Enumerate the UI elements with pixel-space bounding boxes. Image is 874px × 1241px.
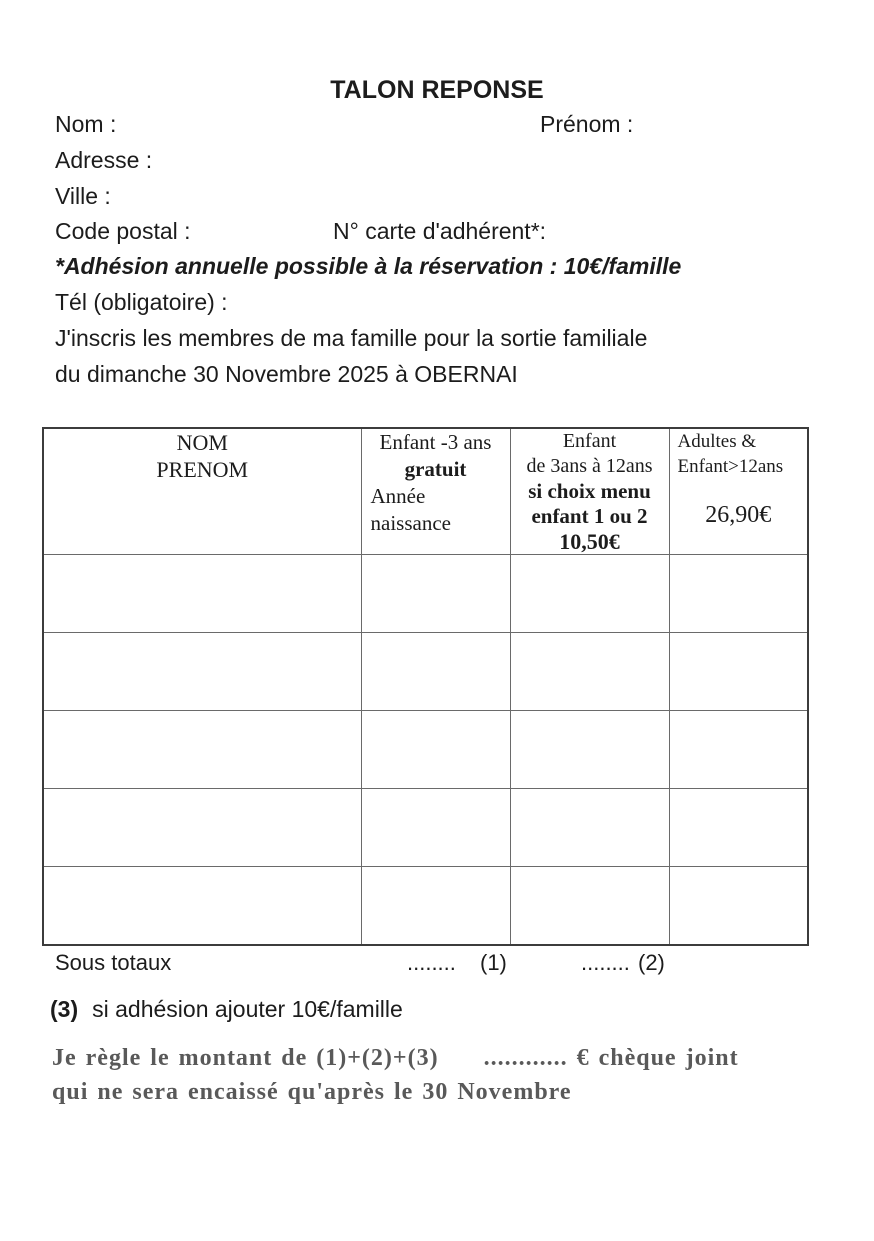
header-text: Enfant>12ans <box>677 456 784 477</box>
table-cell <box>510 555 669 633</box>
header-enfant-moins-3ans <box>361 428 510 555</box>
inscription-intro-line2: du dimanche 30 Novembre 2025 à OBERNAI <box>55 361 518 387</box>
table-cell <box>43 711 361 789</box>
adhesion-sum-ref: (3) <box>50 996 79 1022</box>
page-title: TALON REPONSE <box>330 76 544 104</box>
inscription-intro-line1: J'inscris les membres de ma famille pour la sortie familiale <box>55 325 648 351</box>
table-cell <box>43 633 361 711</box>
table-cell <box>361 711 510 789</box>
table-header-row <box>43 428 808 555</box>
adhesion-note: *Adhésion annuelle possible à la réservation : 10€/famille <box>55 253 682 279</box>
adhesion-sum-line <box>50 996 403 1023</box>
header-text: Année <box>370 484 426 508</box>
header-text: si choix menu <box>528 479 651 503</box>
header-text: PRENOM <box>156 457 249 482</box>
payment-line-2: qui ne sera encaissé qu'après le 30 Novembre <box>52 1079 572 1105</box>
table-cell <box>510 711 669 789</box>
sous-totaux-ref-1: (1) <box>480 950 507 975</box>
adresse-label: Adresse : <box>55 147 153 173</box>
table-cell <box>669 789 808 867</box>
payment-line-1: Je règle le montant de (1)+(2)+(3) ............ € chèque joint <box>52 1045 739 1071</box>
table-cell <box>361 633 510 711</box>
nom-label: Nom : <box>55 111 117 137</box>
sous-totaux-dots-1: ........ <box>407 950 456 975</box>
header-nom-prenom <box>43 428 361 555</box>
sous-totaux-dots-2: ........ <box>581 950 630 975</box>
table-cell <box>361 789 510 867</box>
header-text: naissance <box>370 511 451 535</box>
prenom-label: Prénom : <box>540 111 634 137</box>
table-cell <box>510 789 669 867</box>
code-postal-label: Code postal : <box>55 218 191 244</box>
header-text: enfant 1 ou 2 <box>531 504 648 528</box>
header-enfant-3-12ans <box>510 428 669 555</box>
table-body <box>43 555 808 946</box>
table-cell <box>669 711 808 789</box>
table-cell <box>510 633 669 711</box>
table-cell <box>43 867 361 946</box>
table-cell <box>669 633 808 711</box>
tel-label: Tél (obligatoire) : <box>55 289 228 315</box>
sous-totaux-label: Sous totaux <box>55 950 172 975</box>
header-adultes <box>669 428 808 555</box>
header-text: Enfant -3 ans <box>379 430 492 454</box>
header-text: NOM <box>176 430 228 455</box>
table-cell <box>43 555 361 633</box>
sous-totaux-ref-2: (2) <box>638 950 665 975</box>
table-row <box>43 867 808 946</box>
table-row <box>43 633 808 711</box>
table-row <box>43 555 808 633</box>
table-cell <box>361 867 510 946</box>
table-row <box>43 711 808 789</box>
header-price: 26,90€ <box>705 502 772 528</box>
header-text: Adultes & <box>677 431 757 452</box>
header-text: Enfant <box>562 430 617 452</box>
table-cell <box>510 867 669 946</box>
header-price: 10,50€ <box>559 529 620 554</box>
table-cell <box>669 555 808 633</box>
table-cell <box>361 555 510 633</box>
table-cell <box>43 789 361 867</box>
table-cell <box>669 867 808 946</box>
header-text: gratuit <box>404 457 467 481</box>
header-text: de 3ans à 12ans <box>526 455 653 477</box>
table-row <box>43 789 808 867</box>
adhesion-sum-text: si adhésion ajouter 10€/famille <box>92 996 403 1022</box>
ville-label: Ville : <box>55 183 111 209</box>
carte-adherent-label: N° carte d'adhérent*: <box>333 218 547 244</box>
inscription-table <box>42 427 809 946</box>
